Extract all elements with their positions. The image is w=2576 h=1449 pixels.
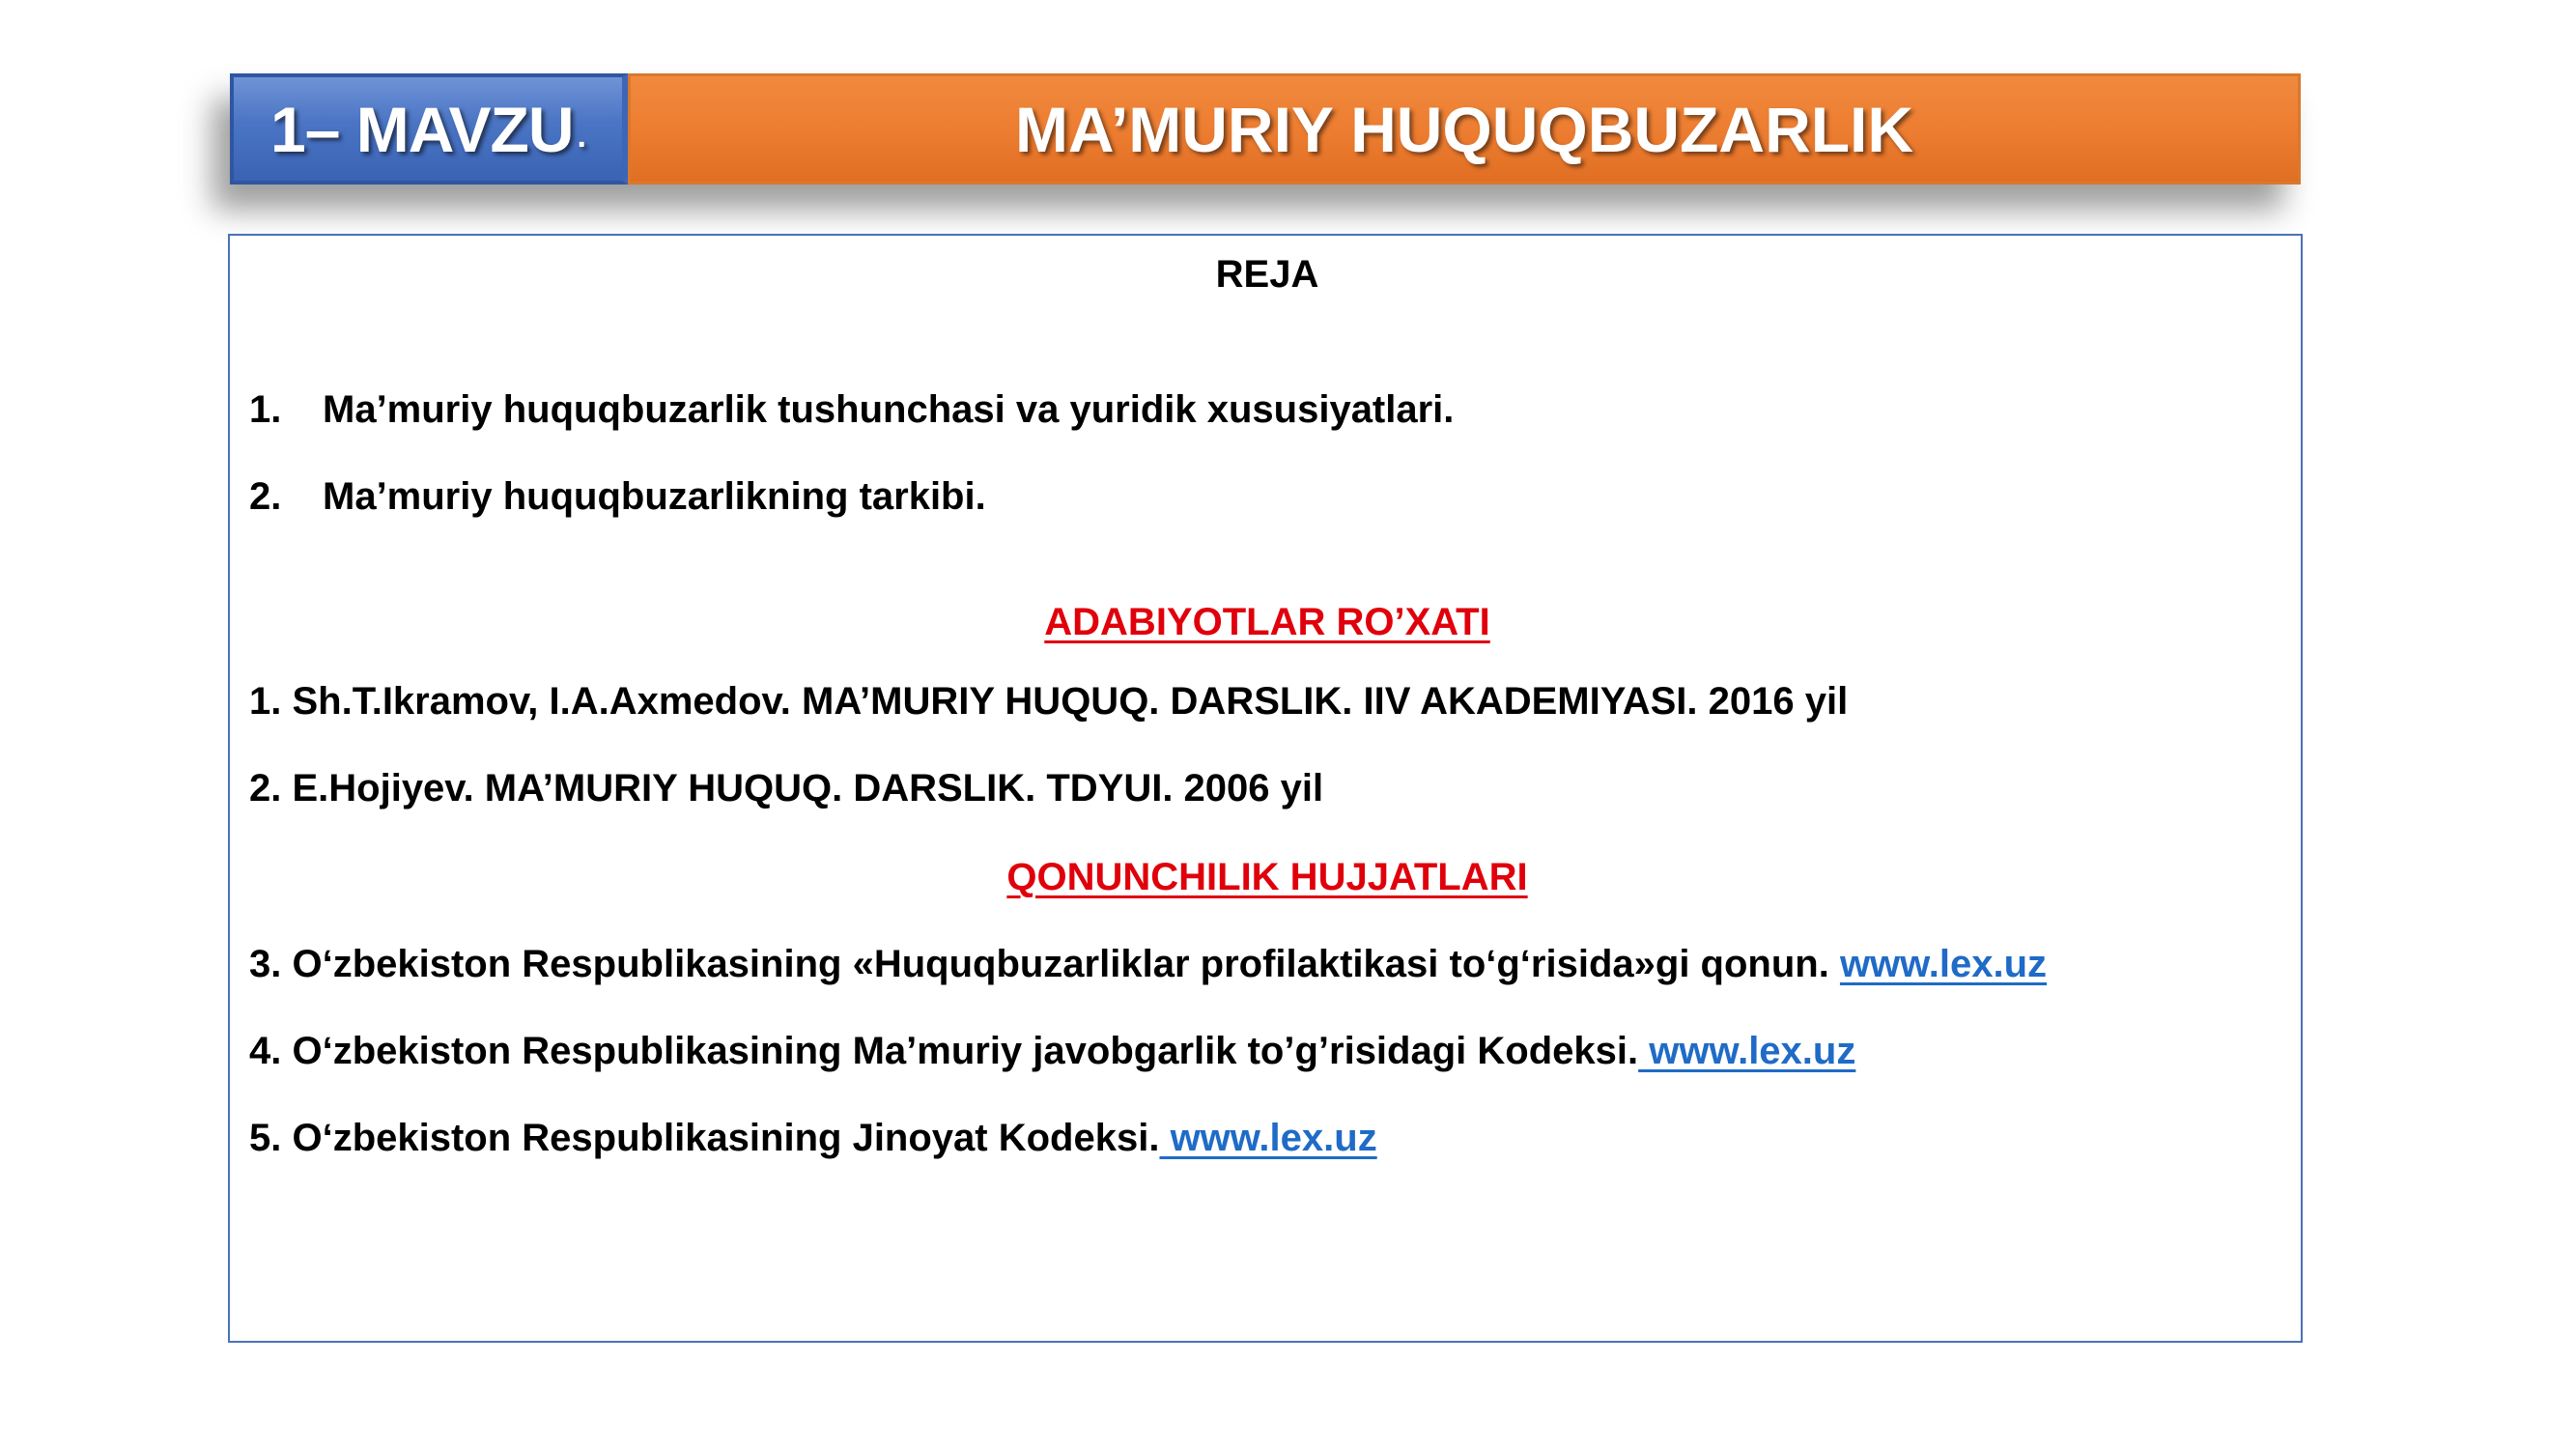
legislation-heading: QONUNCHILIK HUJJATLARI bbox=[1006, 856, 1528, 898]
legislation-item-text: 3. O‘zbekiston Respublikasining «Huquqbuzarliklar profilaktikasi to‘g‘risida»gi qonun. bbox=[249, 943, 1840, 985]
plan-item-number: 2. bbox=[249, 475, 282, 518]
slide-title: MA’MURIY HUQUQBUZARLIK bbox=[628, 73, 2301, 185]
topic-dot: . bbox=[577, 118, 585, 155]
plan-item bbox=[249, 475, 986, 519]
plan-item-text: Ma’muriy huquqbuzarlik tushunchasi va yuridik xususiyatlari. bbox=[323, 388, 1455, 431]
lex-uz-link[interactable]: www.lex.uz bbox=[1159, 1117, 1377, 1159]
lex-uz-link[interactable]: www.lex.uz bbox=[1638, 1030, 1856, 1072]
legislation-item bbox=[249, 943, 2047, 986]
lex-uz-link[interactable]: www.lex.uz bbox=[1839, 943, 2048, 985]
plan-item-number: 1. bbox=[249, 388, 282, 431]
topic-badge bbox=[230, 73, 628, 185]
topic-label: 1– MAVZU bbox=[270, 93, 574, 165]
title-bar bbox=[230, 73, 2301, 185]
legislation-item bbox=[249, 1030, 1855, 1073]
literature-heading: ADABIYOTLAR RO’XATI bbox=[1044, 601, 1490, 643]
plan-item bbox=[249, 388, 1454, 432]
content-box bbox=[228, 234, 2303, 1343]
plan-item-text: Ma’muriy huquqbuzarlikning tarkibi. bbox=[323, 475, 986, 518]
literature-item: 1. Sh.T.Ikramov, I.A.Axmedov. MA’MURIY HUQUQ. DARSLIK. IIV AKADEMIYASI. 2016 yil bbox=[249, 680, 1849, 723]
literature-item: 2. E.Hojiyev. MA’MURIY HUQUQ. DARSLIK. TDYUI. 2006 yil bbox=[249, 767, 1324, 810]
legislation-item bbox=[249, 1117, 1377, 1160]
legislation-item-text: 4. O‘zbekiston Respublikasining Ma’muriy javobgarlik to’g’risidagi Kodeksi. bbox=[249, 1030, 1639, 1072]
plan-heading: REJA bbox=[1215, 253, 1319, 296]
legislation-item-text: 5. O‘zbekiston Respublikasining Jinoyat Kodeksi. bbox=[249, 1117, 1160, 1159]
